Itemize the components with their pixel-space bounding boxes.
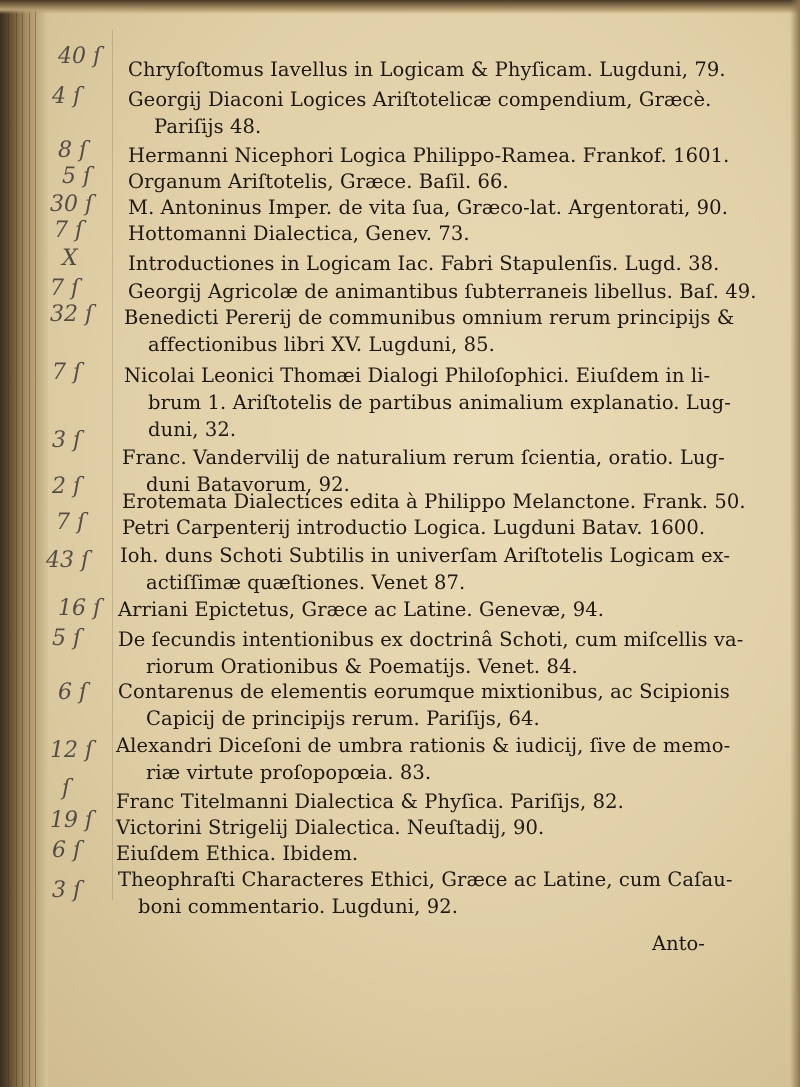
handwritten-price: 3 ſ — [52, 878, 82, 903]
catalogue-entry: Petri Carpenterij introductio Logica. Lugduni Batav. 1600. — [122, 516, 706, 539]
catalogue-entry-continuation: riæ virtute proſopopœia. 83. — [146, 761, 432, 784]
catalogue-entry: Georgij Diaconi Logices Ariſtotelicæ compendium, Græcè. — [128, 88, 712, 111]
catalogue-entry-continuation: duni, 32. — [148, 418, 237, 441]
handwritten-price: 2 ſ — [52, 474, 82, 499]
handwritten-price: 16 ſ — [58, 596, 102, 621]
catalogue-entry-continuation: boni commentario. Lugduni, 92. — [138, 895, 459, 918]
handwritten-price: 7 ſ — [50, 276, 80, 301]
catalogue-entry: Franc Titelmanni Dialectica & Phyſica. Pariſijs, 82. — [116, 790, 624, 813]
catchword: Anto- — [652, 932, 705, 955]
catalogue-entry: Eiuſdem Ethica. Ibidem. — [116, 842, 359, 865]
catalogue-entry-continuation: actiſſimæ quæſtiones. Venet 87. — [146, 571, 466, 594]
handwritten-price: 6 ſ — [52, 838, 82, 863]
handwritten-price: 19 ſ — [50, 808, 94, 833]
catalogue-entry: Benedicti Pererij de communibus omnium rerum principijs & — [124, 306, 735, 329]
handwritten-price: 7 ſ — [56, 510, 86, 535]
handwritten-price: 5 ſ — [52, 626, 82, 651]
catalogue-entry: Contarenus de elementis eorumque mixtionibus, ac Scipionis — [118, 680, 730, 703]
handwritten-price: 40 ſ — [58, 44, 102, 69]
catalogue-entry: Introductiones in Logicam Iac. Fabri Stapulenſis. Lugd. 38. — [128, 252, 720, 275]
catalogue-entry: Organum Ariſtotelis, Græce. Baſil. 66. — [128, 170, 509, 193]
catalogue-entry: Arriani Epictetus, Græce ac Latine. Genevæ, 94. — [118, 598, 605, 621]
catalogue-entry: Hottomanni Dialectica, Genev. 73. — [128, 222, 470, 245]
catalogue-entry-continuation: Pariſijs 48. — [154, 115, 262, 138]
catalogue-entry-continuation: riorum Orationibus & Poematijs. Venet. 84. — [146, 655, 578, 678]
handwritten-price: 43 ſ — [46, 548, 90, 573]
handwritten-price: 32 ſ — [50, 302, 94, 327]
handwritten-price: 7 ſ — [54, 218, 84, 243]
catalogue-entry: Franc. Vandervilij de naturalium rerum ſcientia, oratio. Lug- — [122, 446, 725, 469]
handwritten-price: 4 ſ — [52, 84, 82, 109]
handwritten-price: 6 ſ — [58, 680, 88, 705]
handwritten-price: 5 ſ — [62, 164, 92, 189]
catalogue-entry-continuation: affectionibus libri XV. Lugduni, 85. — [148, 333, 495, 356]
handwritten-price: 7 ſ — [52, 360, 82, 385]
handwritten-price: ſ — [62, 776, 71, 801]
catalogue-entry: M. Antoninus Imper. de vita ſua, Græco-lat. Argentorati, 90. — [128, 196, 728, 219]
handwritten-price: 8 ſ — [58, 138, 88, 163]
handwritten-price: X — [62, 246, 78, 271]
catalogue-entry: Georgij Agricolæ de animantibus ſubterraneis libellus. Baſ. 49. — [128, 280, 757, 303]
catalogue-entry: Chryſoſtomus Iavellus in Logicam & Phyſicam. Lugduni, 79. — [128, 58, 726, 81]
catalogue-entry: Erotemata Dialectices edita à Philippo Melanctone. Frank. 50. — [122, 490, 746, 513]
catalogue-entry-continuation: brum 1. Ariſtotelis de partibus animalium explanatio. Lug- — [148, 391, 731, 414]
catalogue-entry: Ioh. duns Schoti Subtilis in univerſam Ariſtotelis Logicam ex- — [120, 544, 731, 567]
catalogue-entry: Hermanni Nicephori Logica Philippo-Ramea. Frankof. 1601. — [128, 144, 730, 167]
handwritten-price: 12 ſ — [50, 738, 94, 763]
handwritten-price: 30 ſ — [50, 192, 94, 217]
catalogue-entry: De ſecundis intentionibus ex doctrinâ Schoti, cum miſcellis va- — [118, 628, 744, 651]
handwritten-price: 3 ſ — [52, 428, 82, 453]
catalogue-entry: Nicolai Leonici Thomæi Dialogi Philoſophici. Eiuſdem in li- — [124, 364, 711, 387]
catalogue-entry: Alexandri Diceſoni de umbra rationis & iudicij, ſive de memo- — [116, 734, 731, 757]
catalogue-entry-continuation: Capicij de principijs rerum. Pariſijs, 64. — [146, 707, 540, 730]
catalogue-entry: Victorini Strigelij Dialectica. Neuſtadij, 90. — [116, 816, 545, 839]
catalogue-entry-continuation: duni Batavorum, 92. — [146, 473, 350, 496]
catalogue-entry: Theophraſti Characteres Ethici, Græce ac Latine, cum Caſau- — [118, 868, 733, 891]
